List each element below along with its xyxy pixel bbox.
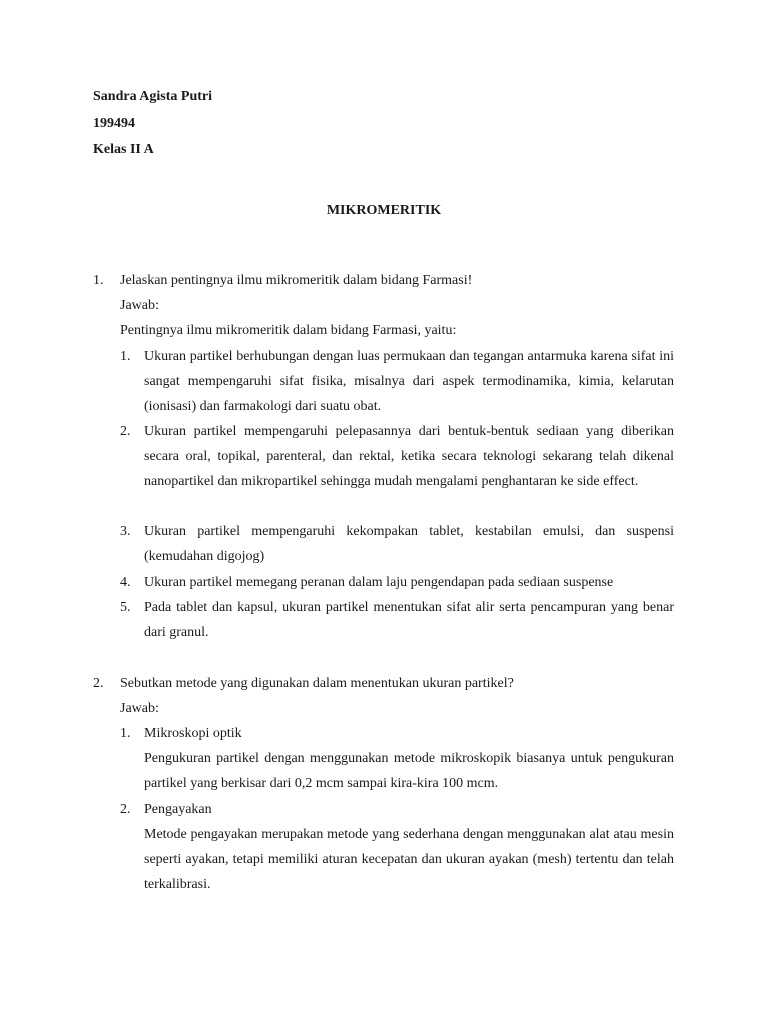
- question-1-text: Jelaskan pentingnya ilmu mikromeritik dalam bidang Farmasi!: [120, 273, 473, 288]
- question-2-number: 2.: [93, 676, 104, 691]
- q2-item-1-heading: Mikroskopi optik: [144, 726, 242, 741]
- student-class: Kelas II A: [93, 142, 154, 157]
- student-name: Sandra Agista Putri: [93, 89, 213, 104]
- question-1-intro: Pentingnya ilmu mikromeritik dalam bidang Farmasi, yaitu:: [120, 323, 457, 338]
- q2-item-2-text: Metode pengayakan merupakan metode yang sederhana dengan menggunakan alat atau mesin seperti ayakan, tetapi memiliki aturan kecepatan dan ukuran ayakan (mesh) tertentu dan telah terkalibrasi.: [144, 827, 674, 892]
- question-1-answer-label: Jawab:: [120, 298, 159, 313]
- q1-item-5-text: Pada tablet dan kapsul, ukuran partikel menentukan sifat alir serta pencampuran yang benar dari granul.: [144, 600, 674, 640]
- q2-item-1-text: Pengukuran partikel dengan menggunakan metode mikroskopik biasanya untuk pengukuran partikel yang berkisar dari 0,2 mcm sampai kira-kira 100 mcm.: [144, 751, 674, 791]
- question-2-answer-label: Jawab:: [120, 701, 159, 716]
- q1-item-3-text: Ukuran partikel mempengaruhi kekompakan tablet, kestabilan emulsi, dan suspensi (kemudahan digojog): [144, 524, 674, 564]
- q1-item-4-text: Ukuran partikel memegang peranan dalam laju pengendapan pada sediaan suspense: [144, 575, 614, 590]
- q1-item-5-number: 5.: [120, 600, 131, 615]
- q2-item-2-heading: Pengayakan: [144, 802, 212, 817]
- q1-item-1-number: 1.: [120, 349, 131, 364]
- q2-item-1-number: 1.: [120, 726, 131, 741]
- document-title: MIKROMERITIK: [326, 203, 442, 218]
- q1-item-2-text: Ukuran partikel mempengaruhi pelepasannya dari bentuk-bentuk sediaan yang diberikan secara oral, topikal, parenteral, dan rektal, ketika secara teknologi sekarang telah dikenal nanopartikel dan mikropartikel sehingga mudah mengalami penghantaran ke side effect.: [144, 424, 674, 489]
- q1-item-1-text: Ukuran partikel berhubungan dengan luas permukaan dan tegangan antarmuka karena sifat ini sangat mempengaruhi sifat fisika, misalnya dari aspek termodinamika, kimia, kelarutan (ionisasi) dan farmakologi dari suatu obat.: [144, 349, 674, 414]
- q1-item-3-number: 3.: [120, 524, 131, 539]
- q1-item-2-number: 2.: [120, 424, 131, 439]
- q2-item-2-number: 2.: [120, 802, 131, 817]
- student-id: 199494: [93, 116, 135, 131]
- question-1-number: 1.: [93, 273, 104, 288]
- q1-item-4-number: 4.: [120, 575, 131, 590]
- question-2-text: Sebutkan metode yang digunakan dalam menentukan ukuran partikel?: [120, 676, 514, 691]
